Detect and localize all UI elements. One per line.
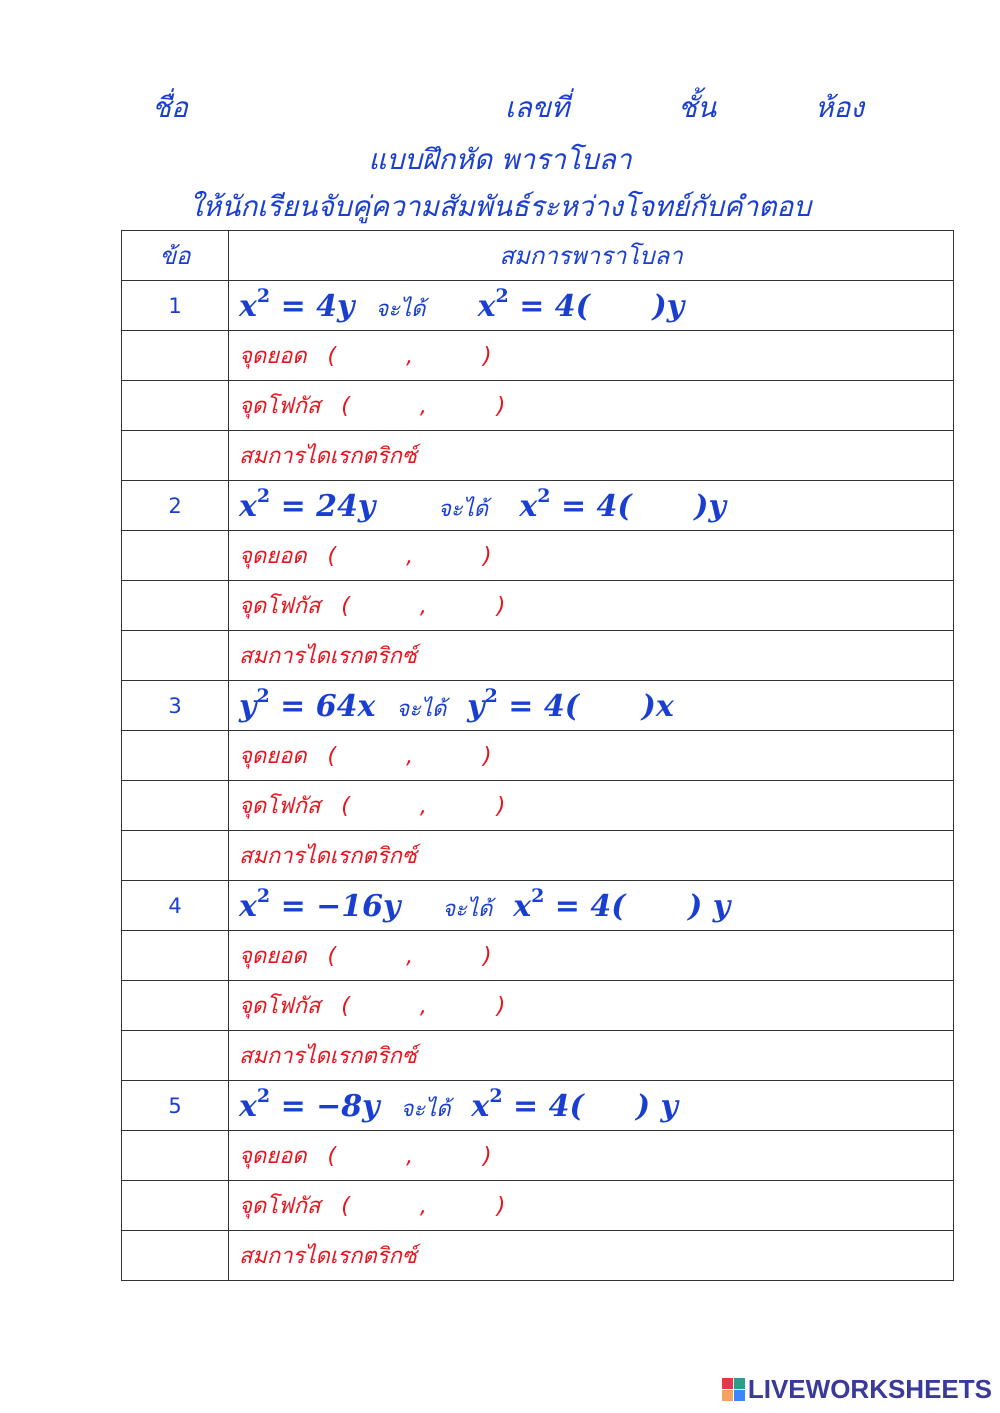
- empty-number-cell: [122, 931, 229, 981]
- empty-number-cell: [122, 1181, 229, 1231]
- directrix-label: สมการไดเรกตริกซ์: [239, 844, 417, 869]
- answer-cell[interactable]: [229, 931, 954, 981]
- equation: $x^2 = -16y$ จะได้ $x^2 = 4$( ) y: [239, 885, 731, 924]
- equation-cell: [229, 881, 954, 931]
- problem-number: 4: [122, 881, 229, 931]
- vertex-label: จุดยอด ( , ): [239, 544, 492, 569]
- directrix-label: สมการไดเรกตริกซ์: [239, 644, 417, 669]
- answer-cell[interactable]: [229, 381, 954, 431]
- problem-row: [122, 681, 954, 731]
- focus-row: [122, 781, 954, 831]
- equation-cell: [229, 1081, 954, 1131]
- answer-cell[interactable]: [229, 581, 954, 631]
- answer-cell[interactable]: [229, 731, 954, 781]
- problem-number: 3: [122, 681, 229, 731]
- directrix-label: สมการไดเรกตริกซ์: [239, 1244, 417, 1269]
- problem-row: [122, 881, 954, 931]
- equation: $x^2 = 24y$ จะได้ $x^2 = 4$( )y: [239, 485, 726, 524]
- answer-cell[interactable]: [229, 1131, 954, 1181]
- problem-number: 2: [122, 481, 229, 531]
- empty-number-cell: [122, 1031, 229, 1081]
- vertex-row: [122, 931, 954, 981]
- equation-cell: [229, 481, 954, 531]
- vertex-label: จุดยอด ( , ): [239, 744, 492, 769]
- equation-cell: [229, 681, 954, 731]
- answer-cell[interactable]: [229, 531, 954, 581]
- logo-text: LIVEWORKSHEETS: [747, 1374, 992, 1404]
- answer-cell[interactable]: [229, 431, 954, 481]
- empty-number-cell: [122, 331, 229, 381]
- problem-number: 1: [122, 281, 229, 331]
- vertex-row: [122, 731, 954, 781]
- answer-cell[interactable]: [229, 981, 954, 1031]
- equation: $x^2 = -8y$ จะได้ $x^2 = 4$( ) y: [239, 1085, 678, 1124]
- vertex-row: [122, 331, 954, 381]
- empty-number-cell: [122, 981, 229, 1031]
- parabola-table: [121, 230, 954, 1281]
- empty-number-cell: [122, 631, 229, 681]
- focus-row: [122, 981, 954, 1031]
- empty-number-cell: [122, 531, 229, 581]
- focus-row: [122, 1181, 954, 1231]
- empty-number-cell: [122, 781, 229, 831]
- focus-label: จุดโฟกัส ( , ): [239, 394, 506, 419]
- focus-row: [122, 381, 954, 431]
- answer-cell[interactable]: [229, 1181, 954, 1231]
- empty-number-cell: [122, 1231, 229, 1281]
- worksheet-title: แบบฝึกหัด พาราโบลา: [368, 143, 632, 176]
- table-header-row: [122, 231, 954, 281]
- vertex-label: จุดยอด ( , ): [239, 944, 492, 969]
- logo-mark-icon: [722, 1378, 745, 1401]
- worksheet-instruction: ให้นักเรียนจับคู่ความสัมพันธ์ระหว่างโจทย์กับคำตอบ: [188, 190, 812, 223]
- problem-row: [122, 281, 954, 331]
- empty-number-cell: [122, 381, 229, 431]
- focus-label: จุดโฟกัส ( , ): [239, 794, 506, 819]
- answer-cell[interactable]: [229, 781, 954, 831]
- directrix-row: [122, 631, 954, 681]
- student-number-label: เลขที่: [505, 91, 570, 124]
- vertex-label: จุดยอด ( , ): [239, 344, 492, 369]
- equation: $x^2 = 4y$ จะได้ $x^2 = 4$( )y: [239, 285, 685, 324]
- problem-row: [122, 481, 954, 531]
- problem-number: 5: [122, 1081, 229, 1131]
- room-label: ห้อง: [815, 91, 864, 124]
- focus-label: จุดโฟกัส ( , ): [239, 594, 506, 619]
- focus-label: จุดโฟกัส ( , ): [239, 1194, 506, 1219]
- vertex-row: [122, 531, 954, 581]
- directrix-row: [122, 431, 954, 481]
- answer-cell[interactable]: [229, 831, 954, 881]
- directrix-row: [122, 1031, 954, 1081]
- empty-number-cell: [122, 431, 229, 481]
- equation-cell: [229, 281, 954, 331]
- vertex-label: จุดยอด ( , ): [239, 1144, 492, 1169]
- empty-number-cell: [122, 831, 229, 881]
- problem-row: [122, 1081, 954, 1131]
- directrix-label: สมการไดเรกตริกซ์: [239, 444, 417, 469]
- focus-label: จุดโฟกัส ( , ): [239, 994, 506, 1019]
- liveworksheets-logo: [722, 1374, 992, 1405]
- answer-cell[interactable]: [229, 331, 954, 381]
- class-label: ชั้น: [678, 91, 717, 124]
- empty-number-cell: [122, 581, 229, 631]
- directrix-label: สมการไดเรกตริกซ์: [239, 1044, 417, 1069]
- focus-row: [122, 581, 954, 631]
- empty-number-cell: [122, 1131, 229, 1181]
- vertex-row: [122, 1131, 954, 1181]
- empty-number-cell: [122, 731, 229, 781]
- equation: $y^2 = 64x$ จะได้ $y^2 = 4$( )x: [239, 685, 674, 724]
- directrix-row: [122, 831, 954, 881]
- column-header-number: ข้อ: [122, 231, 229, 281]
- answer-cell[interactable]: [229, 1031, 954, 1081]
- answer-cell[interactable]: [229, 1231, 954, 1281]
- answer-cell[interactable]: [229, 631, 954, 681]
- directrix-row: [122, 1231, 954, 1281]
- name-label: ชื่อ: [152, 91, 188, 124]
- column-header-equation: สมการพาราโบลา: [229, 231, 954, 281]
